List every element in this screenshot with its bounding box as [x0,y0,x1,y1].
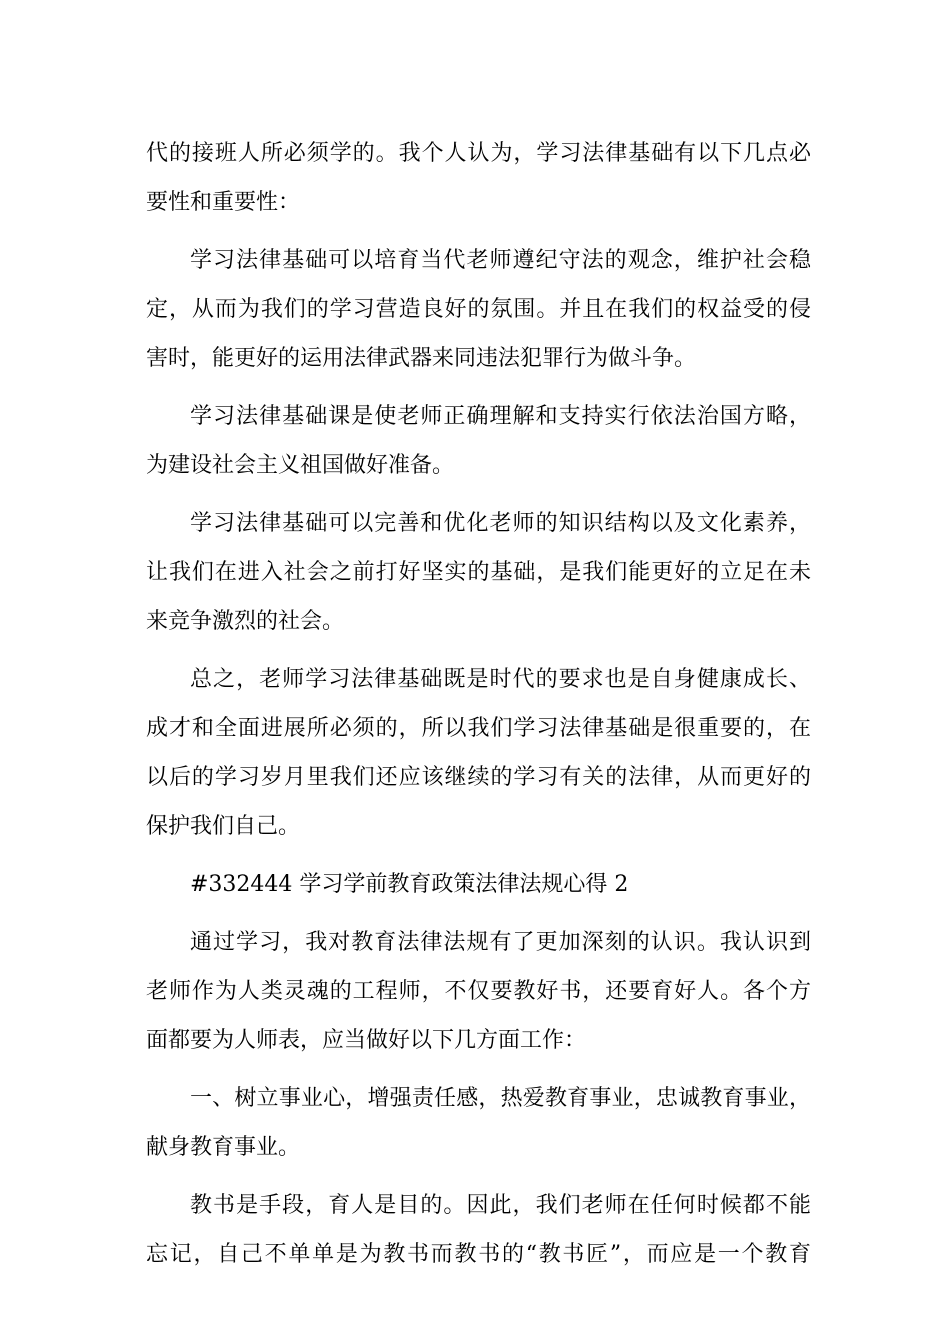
section-heading: #332444 学习学前教育政策法律法规心得 2 [190,872,629,897]
document-body [146,129,811,1279]
text-line: 忘记，自己不单单是为教书而教书的“教书匠”，而应是一个教育 [146,1242,811,1267]
text-line: 老师作为人类灵魂的工程师，不仅要教好书，还要育好人。各个方 [146,979,811,1004]
paragraph-first-line: 总之，老师学习法律基础既是时代的要求也是自身健康成长、 [190,667,811,692]
paragraph-first-line: 学习法律基础可以培育当代老师遵纪守法的观念，维护社会稳 [190,248,811,273]
text-line: 以后的学习岁月里我们还应该继续的学习有关的法律，从而更好的 [146,765,811,790]
text-line: 为建设社会主义祖国做好准备。 [146,453,455,478]
paragraph-first-line: 学习法律基础课是使老师正确理解和支持实行依法治国方略， [190,404,811,429]
text-line: 保护我们自己。 [146,814,301,839]
paragraph-first-line: 通过学习，我对教育法律法规有了更加深刻的认识。我认识到 [190,930,811,955]
text-line: 让我们在进入社会之前打好坚实的基础，是我们能更好的立足在未 [146,560,811,585]
text-line: 要性和重要性： [146,190,301,215]
paragraph-first-line: 学习法律基础可以完善和优化老师的知识结构以及文化素养， [190,511,811,536]
paragraph-first-line: 一、树立事业心，增强责任感，热爱教育事业，忠诚教育事业， [190,1086,811,1111]
text-line: 面都要为人师表，应当做好以下几方面工作： [146,1028,587,1053]
text-line: 定，从而为我们的学习营造良好的氛围。并且在我们的权益受的侵 [146,297,811,322]
text-line: 成才和全面进展所必须的，所以我们学习法律基础是很重要的，在 [146,716,811,741]
text-line: 献身教育事业。 [146,1135,301,1160]
text-line: 代的接班人所必须学的。我个人认为，学习法律基础有以下几点必 [146,141,811,166]
text-line: 害时，能更好的运用法律武器来同违法犯罪行为做斗争。 [146,346,697,371]
text-line: 来竞争激烈的社会。 [146,609,345,634]
paragraph-first-line: 教书是手段，育人是目的。因此，我们老师在任何时候都不能 [190,1193,811,1218]
